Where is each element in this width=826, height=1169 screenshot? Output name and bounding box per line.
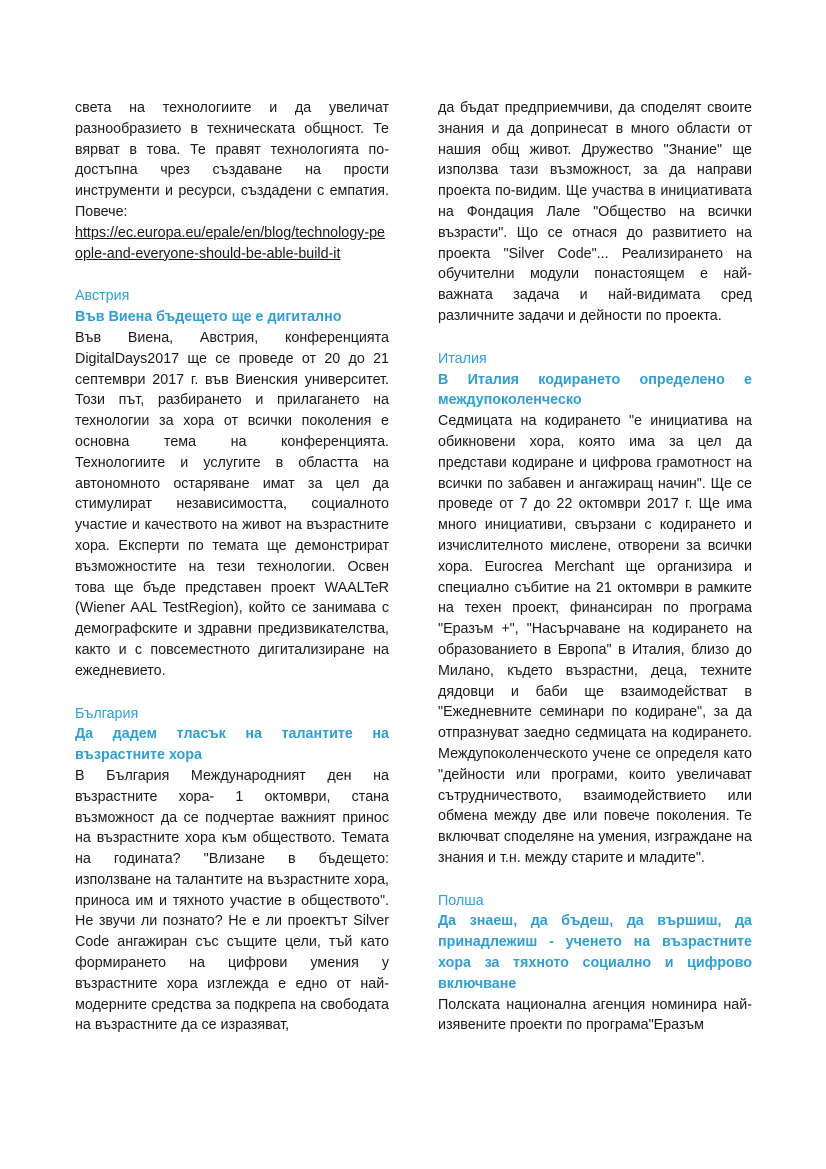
country-italy: Италия — [438, 350, 487, 367]
continuation-paragraph: да бъдат предприемчиви, да споделят своите знания и да допринесат в много области от нашия общ живот. Дружество "Знание" ще използва тази възможност, за да направи проекта по-видим. Ще участва в инициативата на Фондация Лале "Общество на всички възрасти". Що се отнася до развитието на проекта "Silver Code"... Реализирането на обучителни модули понастоящем е най-важната задача и най-видимата сред различните задачи и дейности по проекта. — [438, 100, 752, 324]
heading-bulgaria: Да дадем тласък на талантите на възрастните хора — [75, 726, 389, 764]
country-poland: Полша — [438, 892, 484, 909]
body-austria: Във Виена, Австрия, конференцията DigitalDays2017 ще се проведе от 20 до 21 септември 2017 г. във Виенския университет. Този път, разбирането и прилагането на технологии за хора от всички поколения е основна тема на конференцията. Технологиите и услугите в областта на автономното остаряване имат за цел да стимулират независимостта, социалното участие и качеството на живот на възрастните хора. Експерти по темата ще демонстрират възможностите на тези технологии. Освен това ще бъде представен проект WAALTeR (Wiener AAL TestRegion), който се занимава с демографските и здравни предизвикателства, както и с повсеместното дигитализиране на ежедневието. — [75, 329, 389, 679]
intro-paragraph: света на технологиите и да увеличат разнообразието в техническата общност. Те вярват в това. Те правят технологията по-достъпна чрез създаване на прости инструменти и ресурси, създадени с емпатия. Повече: — [75, 100, 389, 220]
country-bulgaria: България — [75, 705, 139, 722]
heading-italy: В Италия кодирането определено е междупоколенческо — [438, 371, 752, 409]
epale-blog-link[interactable]: https://ec.europa.eu/epale/en/blog/technology-people-and-everyone-should-be-able-build-it — [75, 224, 385, 262]
right-column — [438, 98, 752, 1036]
country-austria: Австрия — [75, 288, 130, 305]
body-poland: Полската национална агенция номинира най-изявените проекти по програма"Еразъм — [438, 996, 752, 1034]
body-bulgaria: В България Международният ден на възрастните хора- 1 октомври, стана възможност да се подчертае важният принос на възрастните хора към обществото. Темата на годината? "Влизане в бъдещето: използване на талантите на възрастните хора, приноса им и тяхното участие в обществото". Не звучи ли познато? Не е ли проектът Silver Code ангажиран със същите цели, тъй като формирането на цифрови умения у възрастните хора изглежда е едно от най-модерните средства за подкрепа на свободата на възрастните да се изразяват, — [75, 767, 389, 1034]
body-italy: Седмицата на кодирането "е инициатива на обикновени хора, която има за цел да представи кодиране и цифрова грамотност на всички по забавен и ангажиращ начин". Ще се проведе от 7 до 22 октомври 2017 г. Ще има много инициативи, свързани с кодирането и изчислителното мислене, отворени за всички хора. Eurocrea Merchant ще организира и специално събитие на 21 октомври в рамките на техен проект, финансиран по програма "Еразъм +", "Насърчаване на кодирането на образованието в Европа" в Италия, близо до Милано, където възрастни, деца, техните дядовци и баби ще взаимодействат в "Ежедневните семинари по кодиране", за да отпразнуват заедно седмицата на кодирането. Междупоколенческото учене се определя като "дейности или програми, които увеличават сътрудничеството, взаимодействието или обмена между две или повече поколения. Те включват споделяне на умения, изграждане на знания и т.н. между старите и младите". — [438, 413, 752, 866]
heading-austria: Във Виена бъдещето ще е дигитално — [75, 309, 342, 326]
left-column — [75, 98, 389, 1036]
heading-poland: Да знаеш, да бъдеш, да вършиш, да принадлежиш - ученето на възрастните хора за тяхното социално и цифрово включване — [438, 913, 752, 992]
